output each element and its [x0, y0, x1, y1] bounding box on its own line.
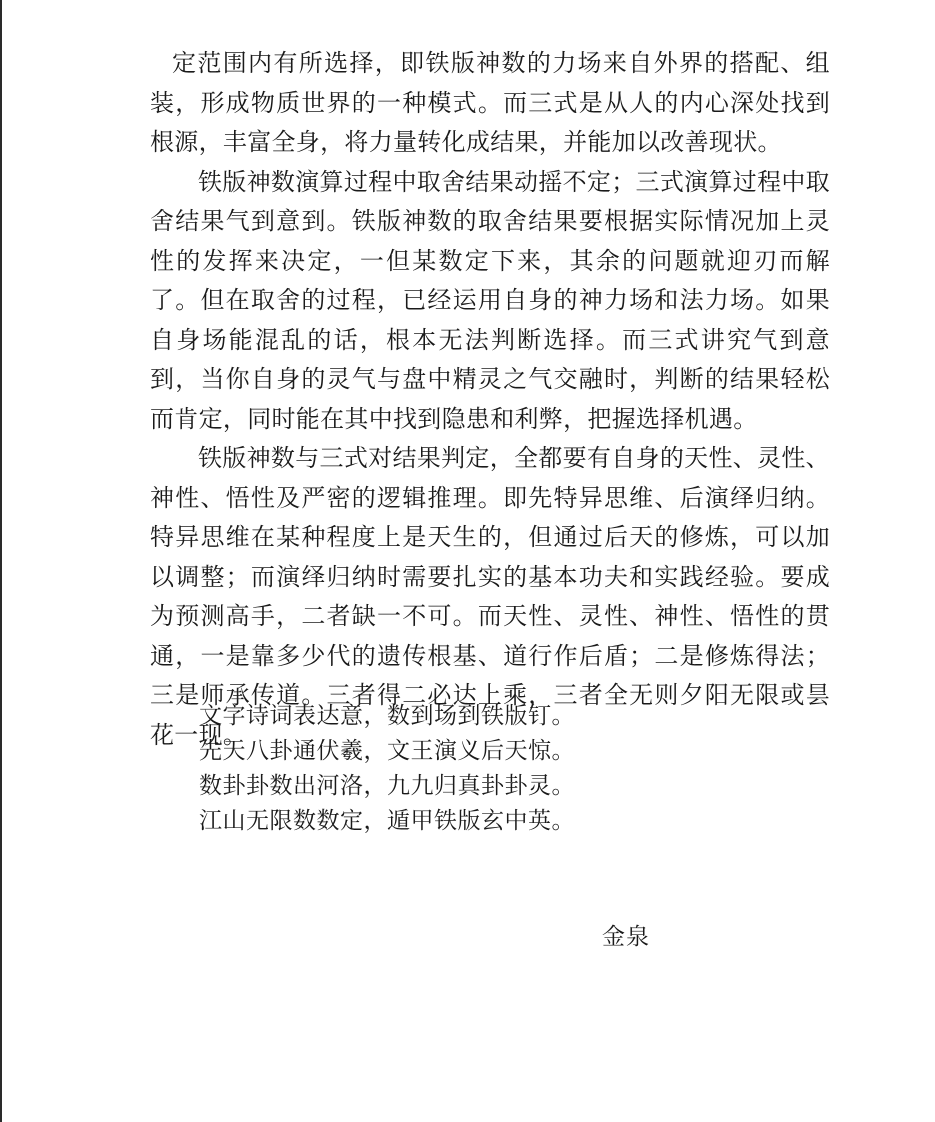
paragraph: 铁版神数与三式对结果判定，全都要有自身的天性、灵性、神性、悟性及严密的逻辑推理。即先特异思维、后演绎归纳。特异思维在某种程度上是天生的，但通过后天的修炼，可以加以调整；而演绎归纳时需要扎实的基本功夫和实践经验。要成为预测高手，二者缺一不可。而天性、灵性、神性、悟性的贯通，一是靠多少代的遗传根基、道行作后盾；二是修炼得法；三是师承传道。三者得二必达上乘，三者全无则夕阳无限或昙花一现。 — [150, 444, 830, 749]
body-text — [150, 44, 830, 755]
poem — [199, 699, 719, 839]
poem-line: 文字诗词表达意，数到场到铁版钉。 — [199, 703, 575, 729]
poem-line: 江山无限数数定，遁甲铁版玄中英。 — [199, 808, 575, 834]
paragraph: 铁版神数演算过程中取舍结果动摇不定；三式演算过程中取舍结果气到意到。铁版神数的取舍结果要根据实际情况加上灵性的发挥来决定，一但某数定下来，其余的问题就迎刃而解了。但在取舍的过程，已经运用自身的神力场和法力场。如果自身场能混乱的话，根本无法判断选择。而三式讲究气到意到，当你自身的灵气与盘中精灵之气交融时，判断的结果轻松而肯定，同时能在其中找到隐患和利弊，把握选择机遇。 — [150, 167, 830, 433]
poem-line: 数卦卦数出河洛，九九归真卦卦灵。 — [199, 773, 575, 799]
paragraph-continued: 定范围内有所选择，即铁版神数的力场来自外界的搭配、组装，形成物质世界的一种模式。而三式是从人的内心深处找到根源，丰富全身，将力量转化成结果，并能加以改善现状。 — [150, 49, 830, 156]
poem-line: 先天八卦通伏羲，文王演义后天惊。 — [199, 738, 575, 764]
author-signature: 金泉 — [602, 924, 650, 950]
